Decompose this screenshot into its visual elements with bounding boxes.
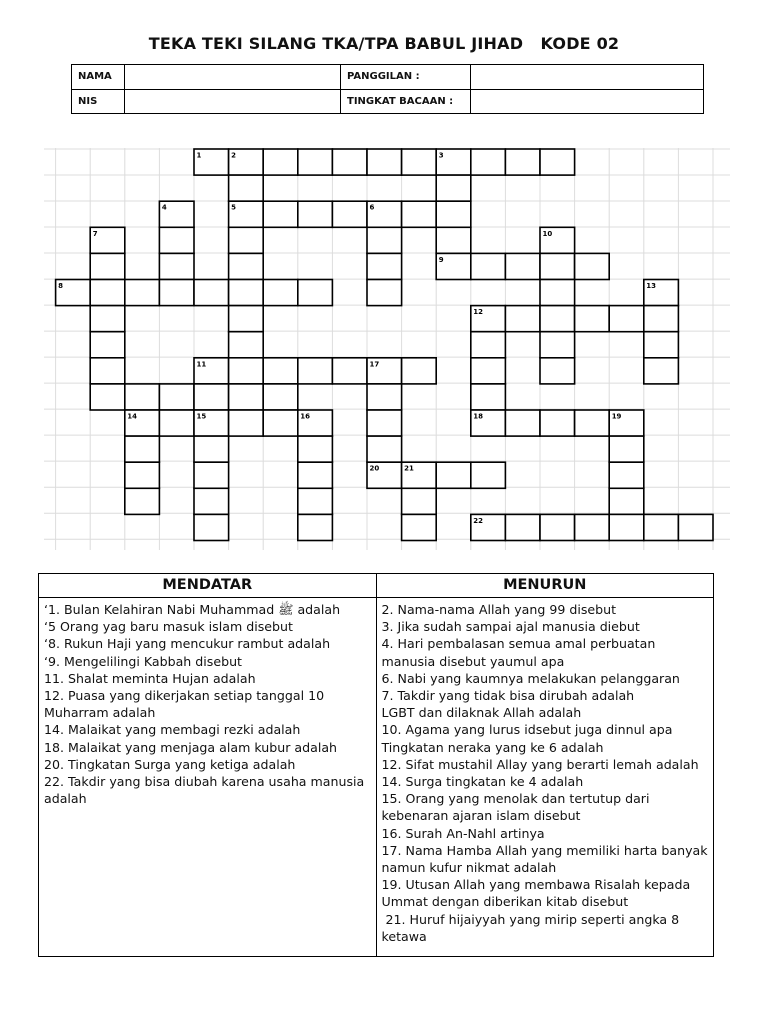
clue-item: 3. Jika sudah sampai ajal manusia diebut [381, 619, 640, 635]
crossword-cell[interactable] [540, 253, 575, 279]
clue-item: 4. Hari pembalasan semua amal perbuatan manusia disebut yaumul apa [381, 636, 660, 669]
crossword-cell[interactable] [540, 358, 575, 384]
nama-label: NAMA [72, 65, 125, 90]
crossword-cell[interactable] [678, 514, 713, 540]
crossword-cell[interactable] [229, 358, 264, 384]
mendatar-column [39, 574, 376, 956]
crossword-cell[interactable] [471, 149, 506, 175]
crossword-cell[interactable] [90, 384, 125, 410]
crossword-cell[interactable] [575, 514, 610, 540]
crossword-cell[interactable] [436, 227, 471, 253]
crossword-cell[interactable] [332, 358, 367, 384]
clue-item: 7. Takdir yang tidak bisa dirubah adalah [381, 688, 635, 704]
clue-number: 15 [196, 412, 207, 421]
clue-item: 22. Takdir yang bisa diubah karena usaha manusia adalah [44, 774, 369, 807]
mendatar-list [39, 598, 376, 807]
clue-number: 19 [611, 412, 622, 421]
crossword-cell[interactable] [263, 358, 298, 384]
crossword-cell[interactable] [402, 358, 437, 384]
crossword-cell[interactable] [298, 514, 333, 540]
crossword-cell[interactable] [229, 384, 264, 410]
crossword-cell[interactable] [90, 280, 125, 306]
crossword-cell[interactable] [298, 358, 333, 384]
crossword-cell[interactable] [159, 384, 194, 410]
mendatar-heading: MENDATAR [39, 574, 376, 598]
crossword-cell[interactable] [402, 488, 437, 514]
crossword-cell[interactable] [505, 410, 540, 436]
crossword-cell[interactable] [471, 462, 506, 488]
crossword-cell[interactable] [194, 280, 229, 306]
crossword-cell[interactable] [298, 462, 333, 488]
clue-item: 20. Tingkatan Surga yang ketiga adalah [44, 756, 296, 772]
crossword-cell[interactable] [471, 384, 506, 410]
crossword-cell[interactable] [644, 332, 679, 358]
crossword-cell[interactable] [298, 149, 333, 175]
crossword-cell[interactable] [505, 514, 540, 540]
crossword-cell[interactable] [471, 253, 506, 279]
clue-item: 17. Nama Hamba Allah yang memiliki harta banyak namun kufur nikmat adalah [381, 842, 712, 876]
crossword-cell[interactable] [90, 253, 125, 279]
crossword-cell[interactable] [436, 175, 471, 201]
crossword-cell[interactable] [644, 306, 679, 332]
crossword-cell[interactable] [229, 332, 264, 358]
crossword-cell[interactable] [367, 280, 402, 306]
clue-item: 14. Surga tingkatan ke 4 adalah [381, 774, 584, 790]
clue-item: 10. Agama yang lurus idsebut juga dinnul apa [381, 722, 673, 738]
clue-item: 12. Puasa yang dikerjakan setiap tanggal 10 Muharram adalah [44, 688, 329, 721]
crossword-cell[interactable] [332, 201, 367, 227]
clue-number: 20 [369, 464, 380, 473]
clue-number: 21 [404, 464, 414, 473]
clue-number: 2 [231, 151, 236, 160]
crossword-cell[interactable] [402, 149, 437, 175]
panggilan-field[interactable] [471, 65, 704, 90]
student-info-table [71, 64, 704, 114]
crossword-cell[interactable] [229, 227, 264, 253]
crossword-cell[interactable] [367, 384, 402, 410]
crossword-cell[interactable] [90, 332, 125, 358]
clue-number: 11 [196, 360, 207, 369]
crossword-cell[interactable] [229, 410, 264, 436]
crossword-cell[interactable] [609, 462, 644, 488]
clue-item: Tingkatan neraka yang ke 6 adalah [381, 739, 604, 755]
menurun-list [377, 598, 714, 945]
crossword-cell[interactable] [263, 280, 298, 306]
crossword-cell[interactable] [229, 280, 264, 306]
crossword-cell[interactable] [194, 384, 229, 410]
clue-number: 16 [300, 412, 311, 421]
crossword-cell[interactable] [332, 149, 367, 175]
nis-field[interactable] [125, 89, 341, 114]
clue-number: 13 [646, 282, 657, 290]
crossword-cell[interactable] [609, 488, 644, 514]
clue-item: 14. Malaikat yang membagi rezki adalah [44, 722, 301, 738]
crossword-cell[interactable] [540, 149, 575, 175]
crossword-cell[interactable] [367, 149, 402, 175]
crossword-cell[interactable] [471, 358, 506, 384]
clue-number: 4 [161, 203, 167, 212]
crossword-cell[interactable] [402, 201, 437, 227]
crossword-cell[interactable] [540, 306, 575, 332]
clues-table [38, 573, 714, 957]
menurun-heading: MENURUN [377, 574, 714, 598]
crossword-cell[interactable] [540, 332, 575, 358]
crossword-cell[interactable] [229, 306, 264, 332]
crossword-cell[interactable] [540, 280, 575, 306]
crossword-cell[interactable] [194, 462, 229, 488]
clue-number: 3 [438, 151, 444, 160]
clue-item: ‘8. Rukun Haji yang mencukur rambut adalah [44, 636, 331, 652]
crossword-cell[interactable] [194, 514, 229, 540]
nama-field[interactable] [125, 65, 341, 90]
crossword-cell[interactable] [644, 358, 679, 384]
crossword-cell[interactable] [298, 201, 333, 227]
crossword-cell[interactable] [229, 253, 264, 279]
crossword-cell[interactable] [575, 306, 610, 332]
clue-number: 10 [542, 229, 553, 238]
clue-item: 2. Nama-nama Allah yang 99 disebut [381, 602, 617, 617]
clue-number: 9 [438, 255, 444, 264]
crossword-cell[interactable] [367, 436, 402, 462]
crossword-cell[interactable] [194, 436, 229, 462]
clue-item: 12. Sifat mustahil Allay yang berarti lemah adalah [381, 756, 699, 772]
clue-item: 18. Malaikat yang menjaga alam kubur adalah [44, 739, 338, 755]
crossword-cell[interactable] [298, 488, 333, 514]
clue-item: ‘5 Orang yag baru masuk islam disebut [44, 619, 293, 635]
crossword-cell[interactable] [125, 280, 160, 306]
crossword-cell[interactable] [575, 253, 610, 279]
crossword-cell[interactable] [367, 253, 402, 279]
clue-number: 7 [92, 229, 98, 238]
crossword-cell[interactable] [367, 410, 402, 436]
crossword-svg [44, 148, 730, 550]
crossword-cell[interactable] [644, 514, 679, 540]
crossword-cell[interactable] [263, 149, 298, 175]
tingkat-bacaan-label: TINGKAT BACAAN : [341, 89, 471, 114]
crossword-cell[interactable] [159, 410, 194, 436]
clue-number: 17 [369, 360, 380, 369]
crossword-cell[interactable] [505, 306, 540, 332]
crossword-cell[interactable] [609, 436, 644, 462]
menurun-column [376, 574, 714, 956]
clue-number: 8 [58, 282, 63, 290]
crossword-cell[interactable] [540, 514, 575, 540]
crossword-cell[interactable] [471, 332, 506, 358]
tingkat-bacaan-field[interactable] [471, 89, 704, 114]
crossword-grid [44, 148, 730, 550]
clue-item: 6. Nabi yang kaumnya melakukan pelanggaran [381, 670, 680, 686]
page-title: TEKA TEKI SILANG TKA/TPA BABUL JIHAD KODE 02 [148, 34, 620, 53]
clue-item: 16. Surah An-Nahl artinya [381, 825, 545, 841]
crossword-cell[interactable] [229, 175, 264, 201]
crossword-cell[interactable] [125, 488, 160, 514]
crossword-cell[interactable] [298, 280, 333, 306]
crossword-cell[interactable] [436, 462, 471, 488]
crossword-cell[interactable] [367, 227, 402, 253]
crossword-cell[interactable] [90, 306, 125, 332]
crossword-cell[interactable] [436, 201, 471, 227]
clue-item: LGBT dan dilaknak Allah adalah [381, 705, 582, 721]
crossword-cell[interactable] [505, 149, 540, 175]
crossword-cell[interactable] [575, 410, 610, 436]
clue-item: ‘9. Mengelilingi Kabbah disebut [44, 653, 242, 669]
clue-item: 11. Shalat meminta Hujan adalah [44, 670, 256, 686]
crossword-cell[interactable] [125, 436, 160, 462]
crossword-cell[interactable] [263, 410, 298, 436]
clue-item: ‘1. Bulan Kelahiran Nabi Muhammad ﷺ adalah [44, 602, 341, 617]
clue-number: 5 [231, 203, 236, 212]
clue-number: 18 [473, 412, 484, 421]
clue-number: 6 [369, 203, 375, 212]
crossword-cell[interactable] [263, 384, 298, 410]
crossword-cell[interactable] [540, 410, 575, 436]
nis-label: NIS [72, 89, 125, 114]
clue-number: 12 [473, 308, 484, 317]
clue-item: 21. Huruf hijaiyyah yang mirip seperti angka 8 ketawa [381, 911, 684, 944]
crossword-cell[interactable] [159, 280, 194, 306]
clue-number: 1 [196, 151, 202, 160]
clue-item: 19. Utusan Allah yang membawa Risalah kepada Ummat dengan diberikan kitab disebut [381, 877, 695, 910]
crossword-cell[interactable] [298, 436, 333, 462]
clue-number: 14 [127, 412, 138, 421]
crossword-cell[interactable] [159, 227, 194, 253]
crossword-cell[interactable] [159, 253, 194, 279]
clue-number: 22 [473, 516, 484, 525]
crossword-cell[interactable] [125, 384, 160, 410]
crossword-cell[interactable] [505, 253, 540, 279]
crossword-cell[interactable] [609, 306, 644, 332]
crossword-cell[interactable] [263, 201, 298, 227]
crossword-cell[interactable] [125, 462, 160, 488]
clue-item: 15. Orang yang menolak dan tertutup dari kebenaran ajaran islam disebut [381, 791, 654, 824]
crossword-cell[interactable] [609, 514, 644, 540]
crossword-cell[interactable] [402, 514, 437, 540]
crossword-cell[interactable] [90, 358, 125, 384]
panggilan-label: PANGGILAN : [341, 65, 471, 90]
crossword-cell[interactable] [194, 488, 229, 514]
